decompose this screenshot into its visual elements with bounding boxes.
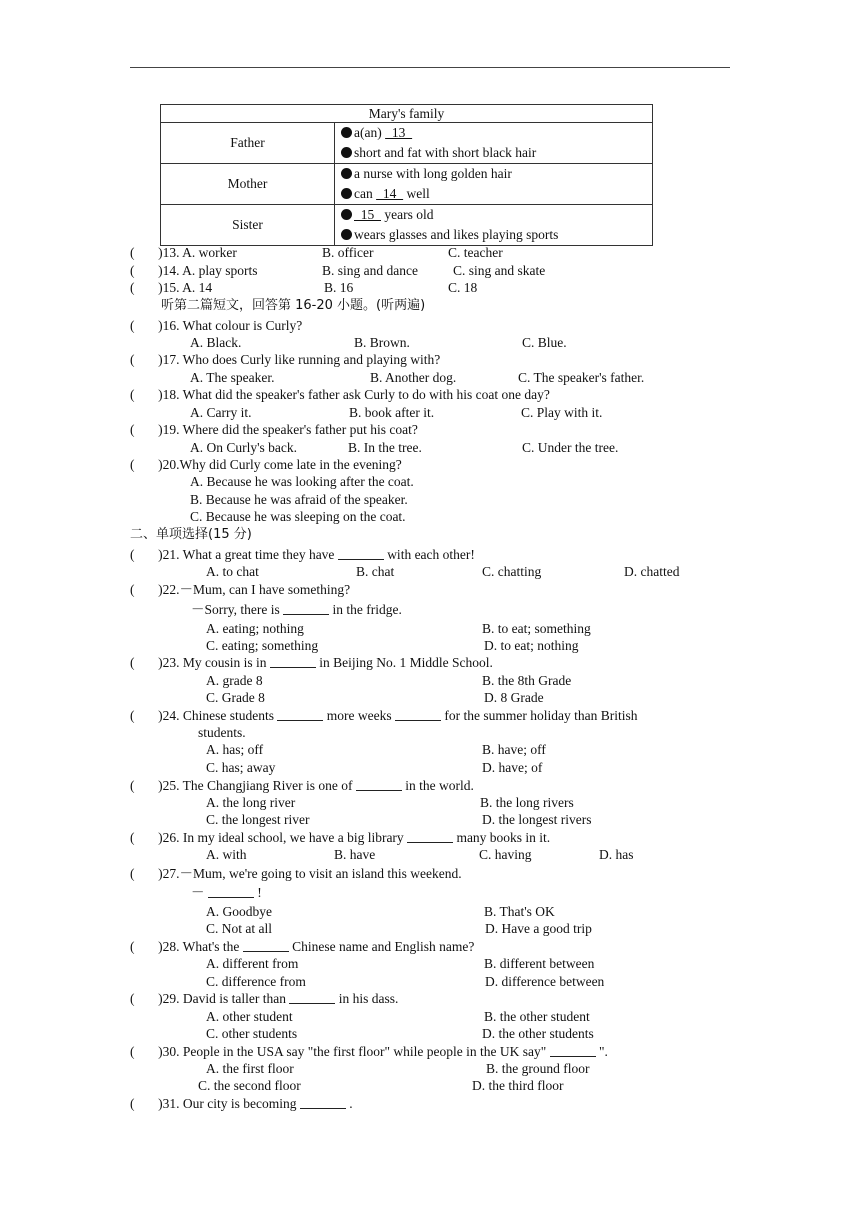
question-stem: !	[253, 885, 262, 900]
bullet-icon	[341, 127, 352, 138]
question-stem: in Beijing No. 1 Middle School.	[315, 655, 493, 670]
question-stem: with each other!	[383, 547, 475, 562]
q28-option-d: D. difference between	[485, 974, 605, 989]
q15-option-b: B. 16	[324, 280, 354, 295]
q28-option-b: B. different between	[484, 956, 595, 971]
question-stem: in the fridge.	[329, 602, 402, 617]
question-21: ( )21. What a great time they have with each other!	[130, 547, 475, 562]
q22-option-a: A. eating; nothing	[206, 621, 304, 636]
table-caption: Mary's family	[161, 105, 653, 123]
header-rule	[130, 67, 730, 68]
row-values-sister	[335, 205, 653, 246]
question-stem: )31. Our city is becoming	[158, 1096, 300, 1111]
line-text: short and fat with short black hair	[354, 145, 537, 160]
answer-blank	[243, 939, 289, 952]
q13-option-c: C. teacher	[448, 245, 503, 260]
q18-option-c: C. Play with it.	[521, 405, 603, 420]
q24-option-b: B. have; off	[482, 742, 546, 757]
q21-option-a: A. to chat	[206, 564, 259, 579]
q19-option-c: C. Under the tree.	[522, 440, 619, 455]
q25-option-d: D. the longest rivers	[482, 812, 592, 827]
q16-option-b: B. Brown.	[354, 335, 410, 350]
question-stem: )16. What colour is Curly?	[158, 318, 303, 333]
answer-blank	[356, 778, 402, 791]
row-label-mother: Mother	[161, 164, 335, 205]
question-23: ( )23. My cousin is in in Beijing No. 1 Middle School.	[130, 655, 493, 670]
q15-option-a: )15. A. 14	[158, 280, 213, 295]
question-16: ( )16. What colour is Curly?	[130, 318, 303, 333]
q23-option-a: A. grade 8	[206, 673, 263, 688]
question-stem: many books in it.	[453, 830, 551, 845]
question-stem: )25. The Changjiang River is one of	[158, 778, 356, 793]
question-stem: )21. What a great time they have	[158, 547, 338, 562]
question-stem: －	[191, 885, 208, 900]
q25-option-a: A. the long river	[206, 795, 296, 810]
q14-option-b: B. sing and dance	[322, 263, 418, 278]
q20-option-c: C. Because he was sleeping on the coat.	[190, 509, 406, 524]
passage-2-instruction: 听第二篇短文，回答第 16-20 小题。(听两遍)	[161, 298, 426, 313]
answer-blank	[550, 1044, 596, 1057]
question-stem: )28. What's the	[158, 939, 243, 954]
question-18: ( )18. What did the speaker's father ask Curly to do with his coat one day?	[130, 387, 550, 402]
question-stem: in the world.	[401, 778, 474, 793]
question-25: ( )25. The Changjiang River is one of in the world.	[130, 778, 474, 793]
q28-option-c: C. difference from	[206, 974, 306, 989]
question-19: ( )19. Where did the speaker's father put his coat?	[130, 422, 418, 437]
q19-option-b: B. In the tree.	[348, 440, 422, 455]
q14-option-c: C. sing and skate	[453, 263, 546, 278]
bullet-icon	[341, 229, 352, 240]
question-13: ( )13. A. worker	[130, 245, 237, 260]
question-stem: )20.Why did Curly come late in the evening?	[158, 457, 402, 472]
question-26: ( )26. In my ideal school, we have a big library many books in it.	[130, 830, 551, 845]
q23-option-c: C. Grade 8	[206, 690, 265, 705]
q20-option-a: A. Because he was looking after the coat.	[190, 474, 414, 489]
question-stem: in his dass.	[335, 991, 399, 1006]
q22-option-c: C. eating; something	[206, 638, 319, 653]
table-line	[341, 184, 648, 204]
table-line	[341, 164, 648, 184]
question-27: ( )27.－Mum, we're going to visit an island this weekend.	[130, 866, 462, 881]
question-stem: )24. Chinese students	[158, 708, 278, 723]
question-stem: )19. Where did the speaker's father put his coat?	[158, 422, 418, 437]
line-text: well	[403, 186, 430, 201]
question-stem: more weeks	[323, 708, 395, 723]
answer-blank-14: 14	[376, 186, 404, 201]
question-stem: for the summer holiday than British	[440, 708, 638, 723]
table-line	[341, 143, 648, 163]
q15-option-c: C. 18	[448, 280, 478, 295]
q23-option-b: B. the 8th Grade	[482, 673, 572, 688]
q22-option-b: B. to eat; something	[482, 621, 591, 636]
q17-option-b: B. Another dog.	[370, 370, 457, 385]
answer-blank	[270, 655, 316, 668]
question-24: ( )24. Chinese students more weeks for the summer holiday than British	[130, 708, 638, 723]
answer-blank-15: 15	[354, 207, 381, 222]
q26-option-d: D. has	[599, 847, 634, 862]
q22-line-2	[191, 601, 402, 618]
question-stem: Chinese name and English name?	[288, 939, 475, 954]
question-30: ( )30. People in the USA say "the first floor" while people in the UK say" ".	[130, 1044, 608, 1059]
section-2-heading: 二、单项选择(15 分)	[130, 527, 252, 542]
q27-line-2	[191, 884, 262, 901]
row-label-sister: Sister	[161, 205, 335, 246]
q24-option-a: A. has; off	[206, 742, 264, 757]
q29-option-a: A. other student	[206, 1009, 293, 1024]
question-stem: )17. Who does Curly like running and playing with?	[158, 352, 441, 367]
question-stem: －Sorry, there is	[191, 602, 284, 617]
answer-blank	[338, 547, 384, 560]
question-stem: )22.－Mum, can I have something?	[158, 582, 351, 597]
q18-option-b: B. book after it.	[349, 405, 435, 420]
bullet-icon	[341, 147, 352, 158]
bullet-icon	[341, 209, 352, 220]
q19-option-a: A. On Curly's back.	[190, 440, 298, 455]
answer-blank	[277, 708, 323, 721]
q29-option-c: C. other students	[206, 1026, 298, 1041]
question-15: ( )15. A. 14	[130, 280, 213, 295]
question-28: ( )28. What's the Chinese name and English name?	[130, 939, 475, 954]
q20-option-b: B. Because he was afraid of the speaker.	[190, 492, 408, 507]
question-stem: )30. People in the USA say "the first floor" while people in the UK say"	[158, 1044, 550, 1059]
answer-blank	[289, 991, 335, 1004]
bullet-icon	[341, 168, 352, 179]
question-17: ( )17. Who does Curly like running and playing with?	[130, 352, 441, 367]
q27-option-b: B. That's OK	[484, 904, 555, 919]
answer-blank	[407, 830, 453, 843]
answer-blank	[395, 708, 441, 721]
table-line	[341, 225, 648, 245]
q25-option-b: B. the long rivers	[480, 795, 574, 810]
question-stem: )26. In my ideal school, we have a big library	[158, 830, 408, 845]
q26-option-a: A. with	[206, 847, 247, 862]
question-14: ( )14. A. play sports	[130, 263, 258, 278]
q24-option-c: C. has; away	[206, 760, 276, 775]
bullet-icon	[341, 188, 352, 199]
question-20: ( )20.Why did Curly come late in the evening?	[130, 457, 402, 472]
marys-family-table	[160, 104, 653, 246]
q14-option-a: )14. A. play sports	[158, 263, 258, 278]
q30-option-b: B. the ground floor	[486, 1061, 590, 1076]
q29-option-d: D. the other students	[482, 1026, 594, 1041]
question-31: ( )31. Our city is becoming .	[130, 1096, 353, 1111]
q30-option-a: A. the first floor	[206, 1061, 294, 1076]
table-line	[341, 123, 648, 143]
line-text: a(an)	[354, 125, 386, 140]
q30-option-d: D. the third floor	[472, 1078, 564, 1093]
q17-option-c: C. The speaker's father.	[518, 370, 645, 385]
q13-option-a: )13. A. worker	[158, 245, 237, 260]
row-values-mother	[335, 164, 653, 205]
q21-option-b: B. chat	[356, 564, 395, 579]
line-text: wears glasses and likes playing sports	[354, 227, 559, 242]
q28-option-a: A. different from	[206, 956, 299, 971]
line-text: years old	[381, 207, 434, 222]
q16-option-c: C. Blue.	[522, 335, 567, 350]
answer-blank	[283, 602, 329, 615]
q13-option-b: B. officer	[322, 245, 374, 260]
q18-option-a: A. Carry it.	[190, 405, 252, 420]
row-label-father: Father	[161, 123, 335, 164]
q21-option-c: C. chatting	[482, 564, 542, 579]
answer-blank	[300, 1096, 346, 1109]
question-22: ( )22.－Mum, can I have something?	[130, 582, 351, 597]
answer-blank	[208, 885, 254, 898]
q16-option-a: A. Black.	[190, 335, 242, 350]
question-stem: .	[345, 1096, 353, 1111]
line-text: can	[354, 186, 377, 201]
q24-option-d: D. have; of	[482, 760, 543, 775]
q24-continuation: students.	[198, 725, 246, 740]
q29-option-b: B. the other student	[484, 1009, 590, 1024]
q22-option-d: D. to eat; nothing	[484, 638, 579, 653]
q25-option-c: C. the longest river	[206, 812, 310, 827]
q27-option-a: A. Goodbye	[206, 904, 272, 919]
question-stem: ".	[595, 1044, 608, 1059]
question-stem: )23. My cousin is in	[158, 655, 270, 670]
q17-option-a: A. The speaker.	[190, 370, 275, 385]
table-line	[341, 205, 648, 225]
question-29: ( )29. David is taller than in his dass.	[130, 991, 399, 1006]
answer-blank-13: 13	[385, 125, 413, 140]
q26-option-b: B. have	[334, 847, 376, 862]
row-values-father	[335, 123, 653, 164]
q27-option-c: C. Not at all	[206, 921, 272, 936]
question-stem: )27.－Mum, we're going to visit an island this weekend.	[158, 866, 462, 881]
question-stem: )29. David is taller than	[158, 991, 290, 1006]
question-stem: )18. What did the speaker's father ask Curly to do with his coat one day?	[158, 387, 550, 402]
q21-option-d: D. chatted	[624, 564, 680, 579]
q26-option-c: C. having	[479, 847, 532, 862]
q23-option-d: D. 8 Grade	[484, 690, 544, 705]
q27-option-d: D. Have a good trip	[485, 921, 592, 936]
line-text: a nurse with long golden hair	[354, 166, 512, 181]
q30-option-c: C. the second floor	[198, 1078, 301, 1093]
